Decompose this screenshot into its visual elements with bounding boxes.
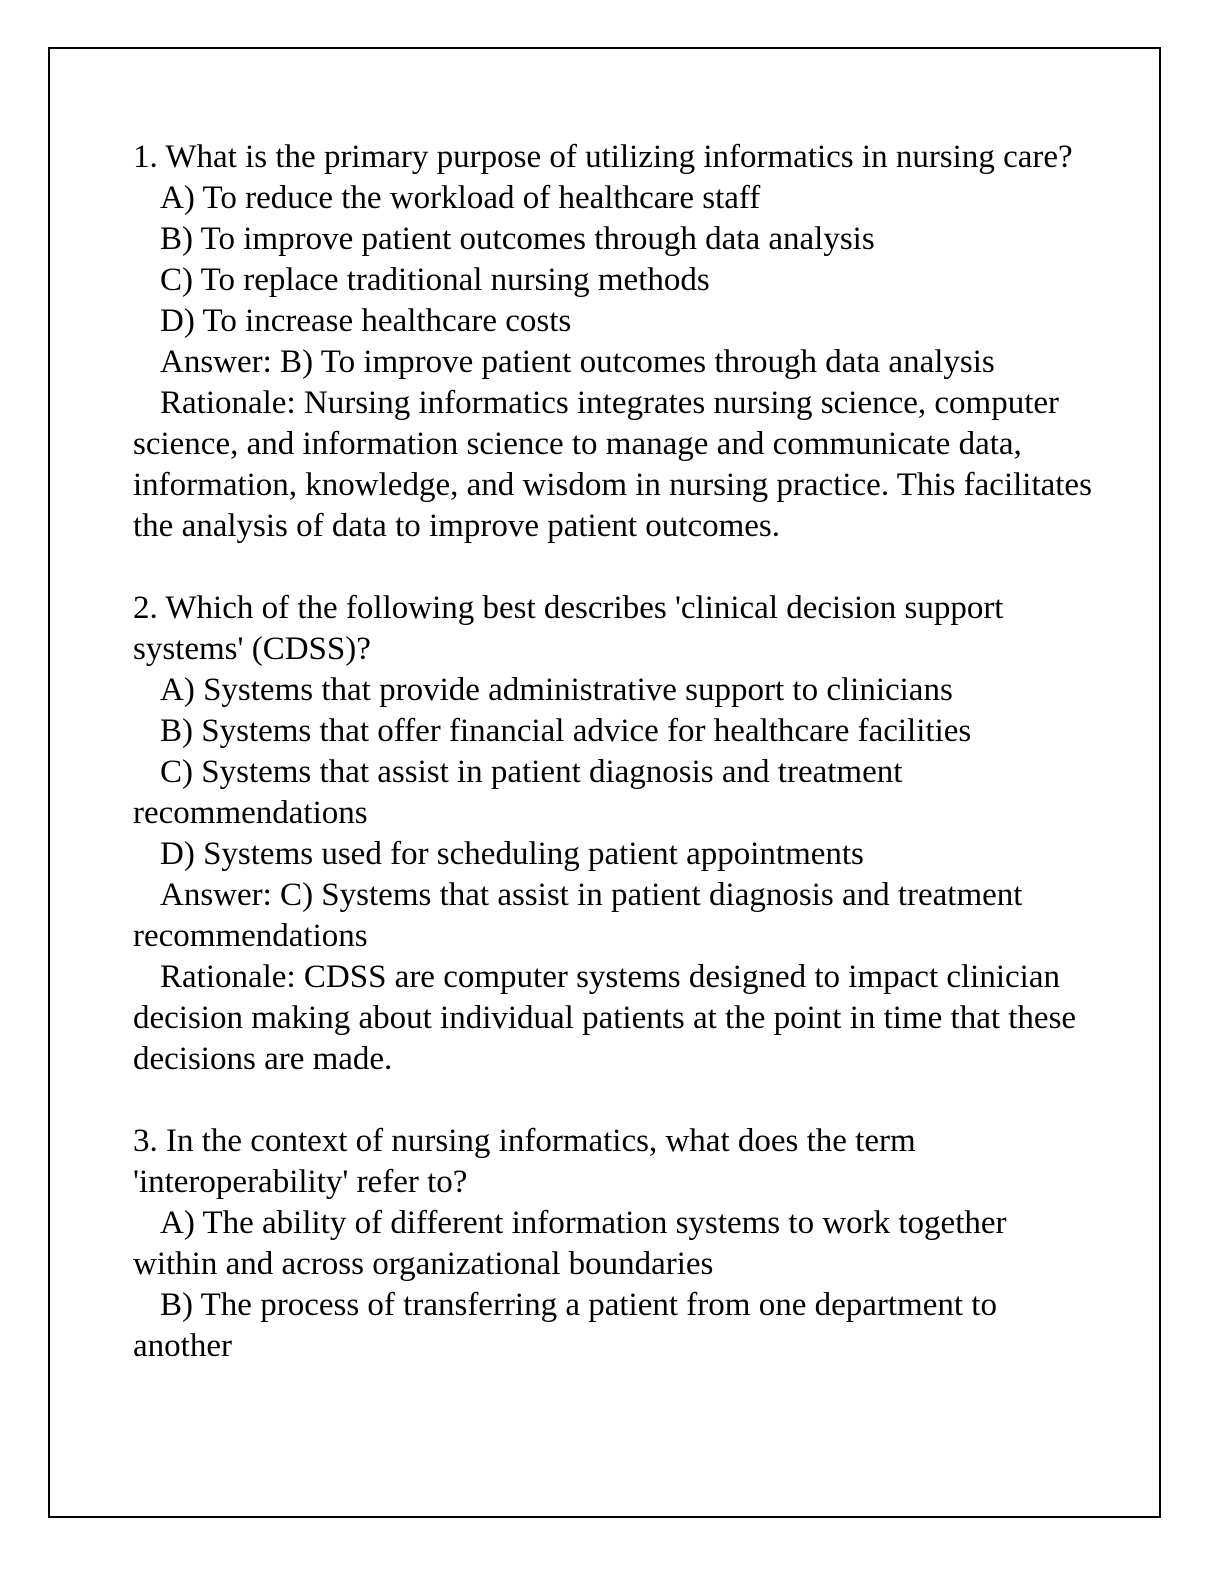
question-1-option-d: D) To increase healthcare costs: [160, 303, 572, 339]
question-2-option-a: A) Systems that provide administrative support to clinicians: [160, 672, 953, 708]
question-2-option-b: B) Systems that offer financial advice for healthcare facilities: [160, 713, 972, 749]
question-1-option-b: B) To improve patient outcomes through data analysis: [160, 221, 875, 257]
question-1-answer: Answer: B) To improve patient outcomes through data analysis: [160, 344, 995, 380]
question-1-option-a: A) To reduce the workload of healthcare staff: [160, 180, 761, 216]
question-2-option-c: C) Systems that assist in patient diagnosis and treatment recommendations: [133, 754, 903, 831]
question-spacer: [133, 1080, 1093, 1121]
question-1-option-c: C) To replace traditional nursing methods: [160, 262, 710, 298]
question-1-rationale: Rationale: Nursing informatics integrates nursing science, computer science, and information science to manage and communicate data, information, knowledge, and wisdom in nursing practice. This facilitates the analysis of data to improve patient outcomes.: [133, 385, 1092, 544]
question-spacer: [133, 547, 1093, 588]
document-body: [133, 137, 1093, 1367]
question-1-text: 1. What is the primary purpose of utilizing informatics in nursing care?: [133, 139, 1073, 175]
question-3-text: 3. In the context of nursing informatics, what does the term 'interoperability' refer to?: [133, 1123, 916, 1200]
question-2-answer: Answer: C) Systems that assist in patient diagnosis and treatment recommendations: [133, 877, 1023, 954]
question-2-option-d: D) Systems used for scheduling patient appointments: [160, 836, 864, 872]
question-2-rationale: Rationale: CDSS are computer systems designed to impact clinician decision making about individual patients at the point in time that these decisions are made.: [133, 959, 1077, 1077]
question-3-option-b: B) The process of transferring a patient from one department to another: [133, 1287, 997, 1364]
question-3-option-a: A) The ability of different information systems to work together within and across organizational boundaries: [133, 1205, 1007, 1282]
question-2-text: 2. Which of the following best describes 'clinical decision support systems' (CDSS)?: [133, 590, 1004, 667]
